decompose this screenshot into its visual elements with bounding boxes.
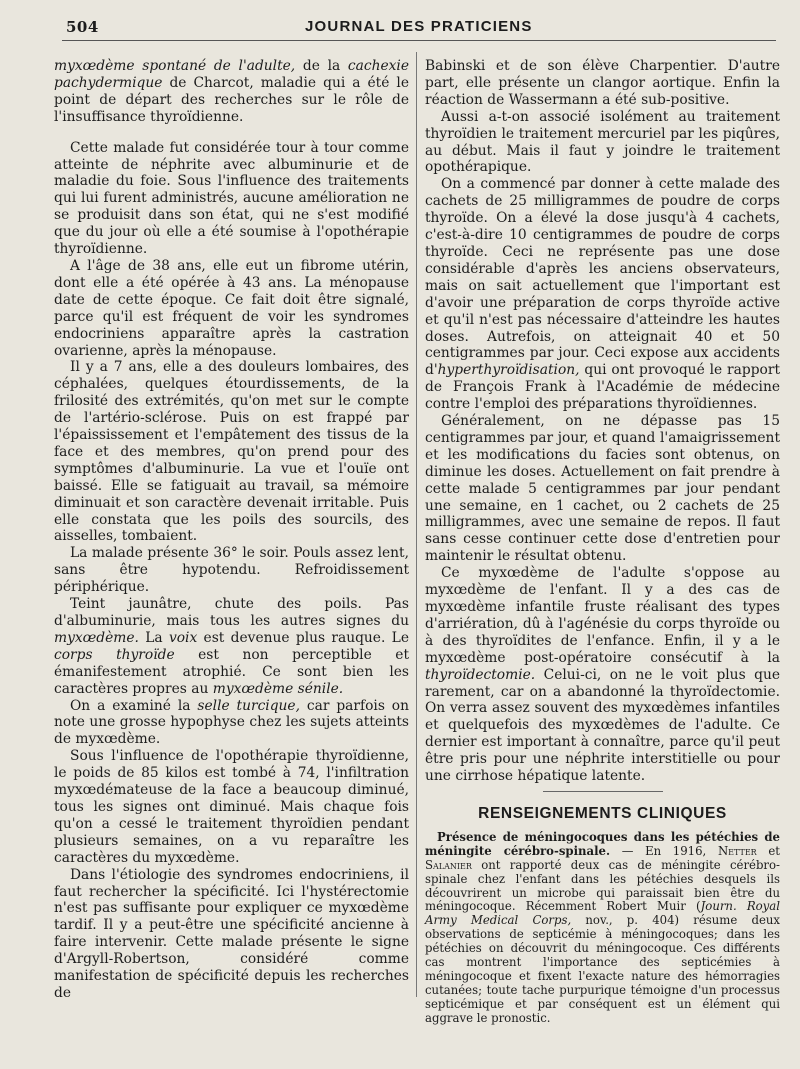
text-run: ont rapporté deux cas de méningite cérébro-spinale chez l'enfant dans les pétéchies desquels ils découvrirent un microbe qui paraissait bien être du méningocoque. Récemment Robert Muir ( xyxy=(425,857,780,914)
left-column xyxy=(54,58,409,1002)
column-divider xyxy=(416,52,417,997)
page-number: 504 xyxy=(66,18,99,36)
text-run: de Charcot, maladie qui a été le point de départ des recherches sur le rôle de l'insuffisance thyroïdienne. xyxy=(54,74,409,125)
header-rule xyxy=(62,40,776,41)
italic-term: myxœdème sénile. xyxy=(212,680,344,697)
text-run: qui ont provoqué le rapport de François Frank à l'Académie de médecine contre l'emploi des préparations thyroïdiennes. xyxy=(425,362,780,413)
text-run: On a commencé par donner à cette malade des cachets de 25 milligrammes de poudre de corps thyroïde. On a élevé la dose jusqu'à 4 cachets, c'est-à-dire 10 centigrammes de poudre de corps thyroïde. Ceci ne représente pas une dose considérable d'après les anciens observateurs, mais on sait actuellement que l'important est d'avoir une préparation de corps thyroïde active et qu'il n'est pas nécessaire d'atteindre les hautes doses. Autrefois, on atteignait 40 et 50 centigrammes par jour. Ceci expose aux accidents d' xyxy=(425,176,780,379)
italic-term: cachexie pachydermique xyxy=(54,58,410,91)
text-run: car parfois on note une grosse hypophyse chez les sujets atteints de myxœdème. xyxy=(54,697,409,748)
paragraph xyxy=(54,698,409,749)
paragraph: La malade présente 36° le soir. Pouls assez lent, sans être hypotendu. Refroidissement périphérique. xyxy=(54,545,409,596)
journal-title: JOURNAL DES PRATICIENS xyxy=(305,18,533,35)
italic-term: Journ. Royal Army Medical Corps, xyxy=(425,899,780,928)
text-run: On a examiné la xyxy=(70,697,198,714)
italic-term: thyroïdectomie. xyxy=(425,666,536,683)
text-run: La xyxy=(138,629,169,646)
page-header xyxy=(0,14,800,40)
right-column xyxy=(425,58,780,1026)
paragraph xyxy=(425,831,780,1026)
clinical-note xyxy=(425,831,780,1026)
author-name: Salanier xyxy=(425,857,472,872)
italic-term: corps thyroïde xyxy=(54,646,175,663)
text-run: nov., p. 404) résume deux observations de septicémie à méningocoques; dans les pétéchies on découvrit du méningocoque. Ces différents cas montrent l'importance des septicémies à méningocoque et fixent l'exacte nature des hémorragies cutanées; toute tache purpurique témoigne d'un processus septicémique et par conséquent est un élément qui aggrave le pronostic. xyxy=(425,913,780,1025)
paragraph: Généralement, on ne dépasse pas 15 centigrammes par jour, et quand l'amaigrissement et les modifications du facies sont obtenus, on diminue les doses. Actuellement on fait prendre à cette malade 5 centigrammes par jour pendant une semaine, en 1 cachet, ou 2 cachets de 25 milligrammes, avec une semaine de repos. Il faut sans cesse continuer cette dose d'entretien pour maintenir le résultat obtenu. xyxy=(425,413,780,565)
paragraph: Sous l'influence de l'opothérapie thyroïdienne, le poids de 85 kilos est tombé à 74, l'infiltration myxœdémateuse de la face a beaucoup diminué, tous les signes ont diminué. Mais chaque fois qu'on a cessé le traitement thyroïdien pendant plusieurs semaines, on a vu reparaître les caractères du myxœdème. xyxy=(54,748,409,866)
paragraph: Il y a 7 ans, elle a des douleurs lombaires, des céphalées, quelques étourdissements, de la frilosité des extrémités, qu'on met sur le compte de l'artério-sclérose. Puis on est frappé par l'épaississement et l'empâtement des tissus de la face et des membres, qu'on prend pour des symptômes d'albuminurie. La vue et l'ouïe ont baissé. Elle se fatiguait au travail, sa mémoire diminuait et son caractère devenait irritable. Puis elle constata que les poils des sourcils, des aisselles, tombaient. xyxy=(54,359,409,545)
text-run: — En 1916, xyxy=(610,843,718,858)
paragraph: A l'âge de 38 ans, elle eut un fibrome utérin, dont elle a été opérée à 43 ans. La ménopause date de cette époque. Ce fait doit être signalé, parce qu'il est fréquent de voir les syndromes endocriniens apparaître après la castration ovarienne, après la ménopause. xyxy=(54,257,409,359)
paragraph xyxy=(54,58,409,126)
paragraph: Dans l'étiologie des syndromes endocriniens, il faut rechercher la spécificité. Ici l'hystérectomie n'est pas suffisante pour expliquer ce myxœdème tardif. Il y a peut-être une spécificité ancienne à faire intervenir. Cette malade présente le signe d'Argyll-Robertson, considéré comme manifestation de spécificité depuis les recherches de xyxy=(54,866,409,1001)
italic-term: selle turcique, xyxy=(197,697,300,714)
italic-term: voix xyxy=(168,629,198,646)
text-run: est devenue plus rauque. Le xyxy=(197,629,409,646)
italic-term: myxœdème spontané de l'adulte, xyxy=(54,58,296,74)
italic-term: hyperthyroïdisation, xyxy=(437,362,580,379)
paragraph xyxy=(425,565,780,785)
author-name: Netter xyxy=(717,843,757,858)
paragraph xyxy=(54,596,409,697)
text-run: et xyxy=(756,843,780,858)
text-run: Celui-ci, on ne le voit plus que rarement, car on a abandonné la thyroïdectomie. On verra assez souvent des myxœdèmes infantiles et quelquefois des myxœdèmes de l'adulte. Ce dernier est important à connaître, parce qu'il peut être pris pour une néphrite interstitielle ou pour une cirrhose hépatique latente. xyxy=(425,666,780,785)
italic-term: myxœdème. xyxy=(54,629,139,646)
text-run: Teint jaunâtre, chute des poils. Pas d'albuminurie, mais tous les autres signes du xyxy=(54,596,409,629)
paragraph xyxy=(425,176,780,413)
note-heading: Présence de méningocoques dans les pétéchies de méningite cérébro-spinale. xyxy=(425,829,780,858)
text-run: de la xyxy=(295,58,348,74)
section-rule xyxy=(543,791,663,792)
text-run: est non perceptible et émanifestement atrophié. Ce sont bien les caractères propres au xyxy=(54,646,409,697)
paragraph: Babinski et de son élève Charpentier. D'autre part, elle présente un clangor aortique. Enfin la réaction de Wassermann a été sub-positive. xyxy=(425,58,780,108)
section-title: RENSEIGNEMENTS CLINIQUES xyxy=(478,804,727,822)
paragraph: Cette malade fut considérée tour à tour comme atteinte de néphrite avec albuminurie et de maladie du foie. Sous l'influence des traitements qui lui furent administrés, aucune amélioration ne se produisit dans son état, qui ne s'est modifié que du jour où elle a été soumise à l'opothérapie thyroïdienne. xyxy=(54,139,409,258)
text-run: Ce myxœdème de l'adulte s'oppose au myxœdème de l'enfant. Il y a des cas de myxœdème infantile fruste réalisant des types d'arriération, dû à l'agénésie du corps thyroïde ou à des thyroïdites de l'enfance. Enfin, il y a le myxœdème post-opératoire consécutif à la xyxy=(425,565,780,666)
paragraph: Aussi a-t-on associé isolément au traitement thyroïdien le traitement mercuriel par les piqûres, au début. Mais il faut y joindre le traitement opothérapique. xyxy=(425,108,780,176)
